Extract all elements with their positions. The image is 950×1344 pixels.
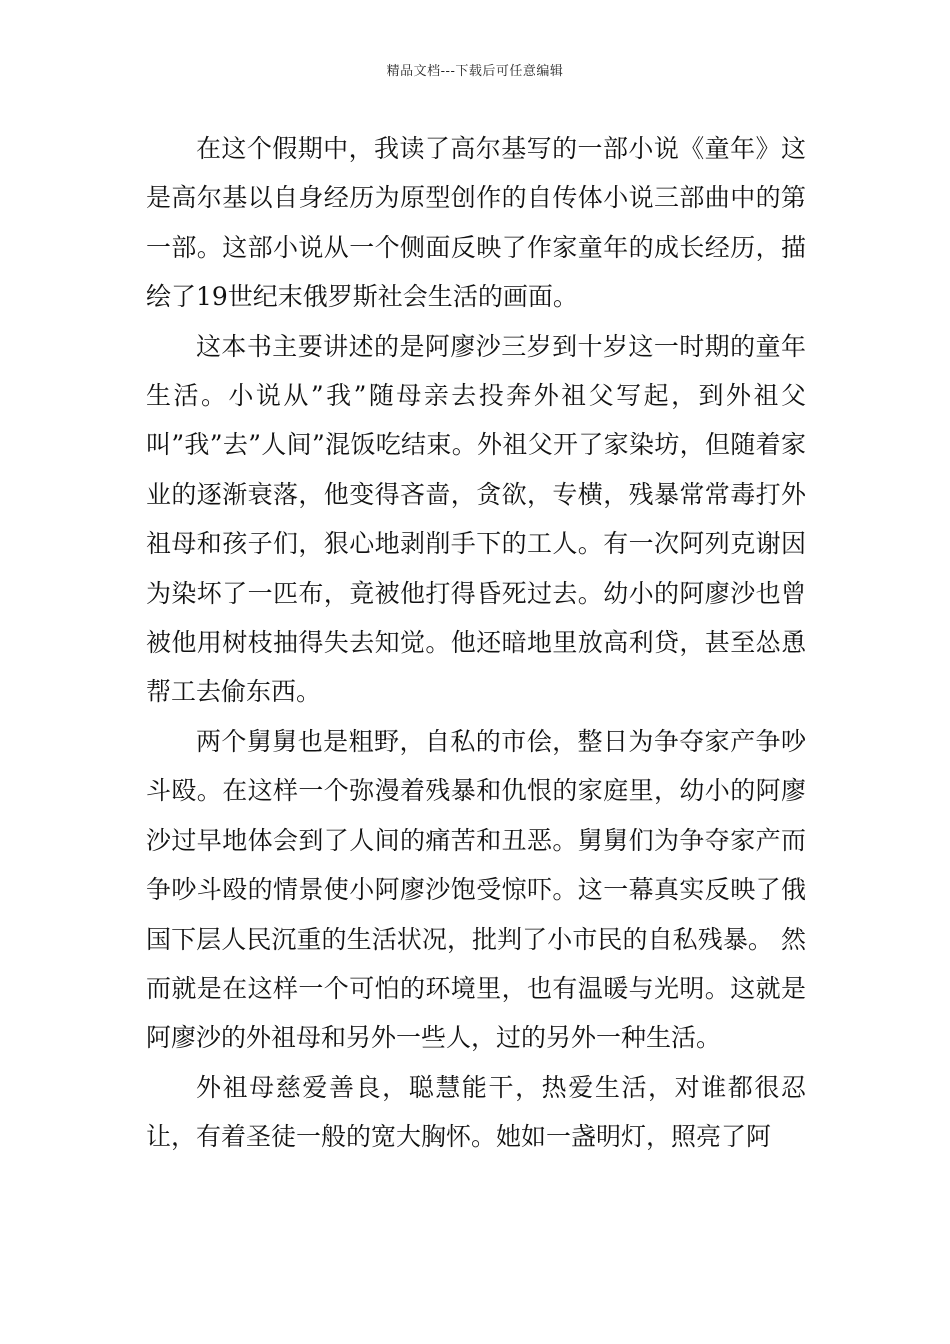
- paragraph-4: 外祖母慈爱善良，聪慧能干，热爱生活，对谁都很忍让，有着圣徒一般的宽大胸怀。她如一盏明灯，照亮了阿: [146, 1072, 806, 1152]
- document-body: [146, 124, 806, 1162]
- page-header: 精品文档---下载后可任意编辑: [386, 64, 564, 79]
- paragraph-1: 在这个假期中，我读了高尔基写的一部小说《童年》这是高尔基以自身经历为原型创作的自传体小说三部曲中的第一部。这部小说从一个侧面反映了作家童年的成长经历，描绘了19世纪末俄罗斯社会生活的画面。: [146, 134, 806, 312]
- paragraph-2: 这本书主要讲述的是阿廖沙三岁到十岁这一时期的童年生活。小说从”我”随母亲去投奔外祖父写起，到外祖父叫”我”去”人间”混饭吃结束。外祖父开了家染坊，但随着家业的逐渐衰落，他变得吝啬，贪欲，专横，残暴常常毒打外祖母和孩子们，狠心地剥削手下的工人。有一次阿列克谢因为染坏了一匹布，竟被他打得昏死过去。幼小的阿廖沙也曾被他用树枝抽得失去知觉。他还暗地里放高利贷，甚至怂恿帮工去偷东西。: [146, 331, 806, 707]
- paragraph-3: 两个舅舅也是粗野，自私的市侩，整日为争夺家产争吵斗殴。在这样一个弥漫着残暴和仇恨的家庭里，幼小的阿廖沙过早地体会到了人间的痛苦和丑恶。舅舅们为争夺家产而争吵斗殴的情景使小阿廖沙饱受惊吓。这一幕真实反映了俄国下层人民沉重的生活状况，批判了小市民的自私残暴。 然而就是在这样一个可怕的环境里，也有温暖与光明。这就是阿廖沙的外祖母和另外一些人，过的另外一种生活。: [146, 726, 806, 1053]
